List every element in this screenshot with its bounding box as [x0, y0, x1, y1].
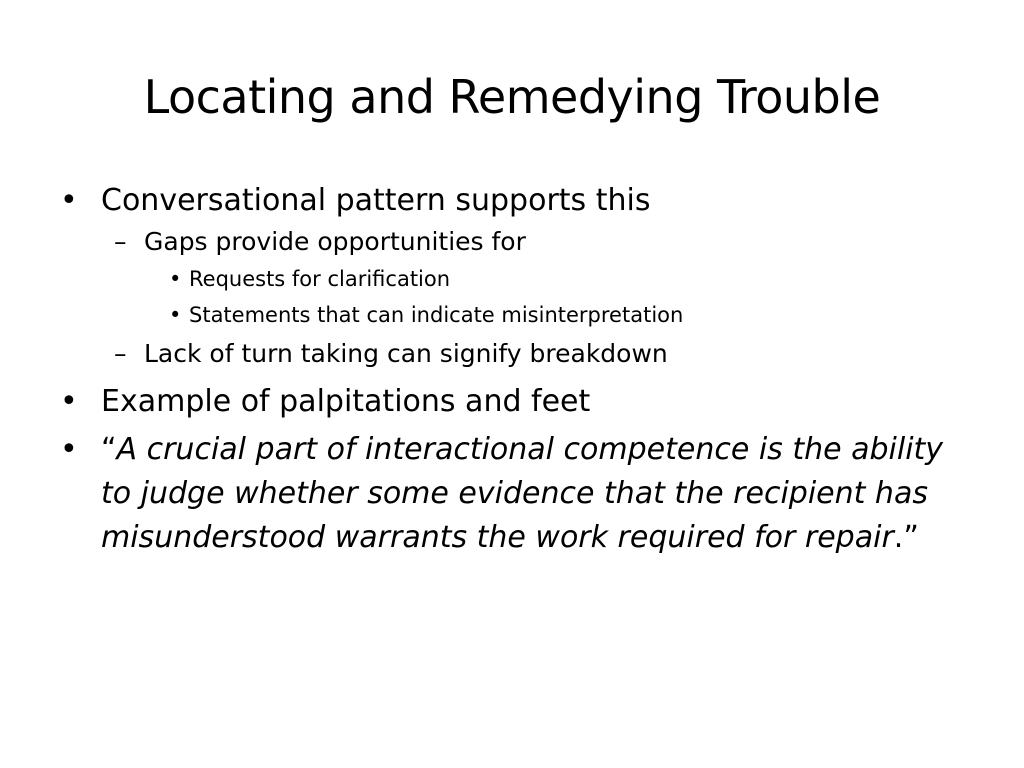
bullet-marker: • — [169, 267, 182, 291]
close-quote: .” — [893, 520, 919, 555]
subsubbullet-statements — [56, 300, 956, 330]
subsubbullet-requests — [56, 264, 956, 294]
subbullet-text: Gaps provide opportunities for — [144, 227, 526, 256]
bullet-quote — [56, 428, 956, 560]
slide-body — [56, 180, 956, 560]
dash-marker: – — [114, 339, 127, 368]
quote-text: A crucial part of interactional competence is the ability to judge whether some evidence that the recipient has misunderstood warrants the work required for repair — [101, 432, 944, 555]
open-quote: “ — [101, 432, 117, 467]
bullet-text: Conversational pattern supports this — [101, 183, 651, 218]
bullet-marker: • — [60, 432, 78, 467]
subbullet-turn-taking — [56, 336, 956, 372]
bullet-marker: • — [169, 303, 182, 327]
dash-marker: – — [114, 227, 127, 256]
bullet-conversational-pattern — [56, 180, 956, 222]
bullet-marker: • — [60, 384, 78, 419]
bullet-text: Example of palpitations and feet — [101, 384, 591, 419]
subsubbullet-text: Statements that can indicate misinterpretation — [189, 303, 684, 327]
bullet-example — [56, 381, 956, 423]
subbullet-text: Lack of turn taking can signify breakdown — [144, 339, 668, 368]
subbullet-gaps — [56, 224, 956, 260]
slide-title: Locating and Remedying Trouble — [143, 70, 881, 124]
bullet-marker: • — [60, 183, 78, 218]
subsubbullet-text: Requests for clarification — [189, 267, 451, 291]
